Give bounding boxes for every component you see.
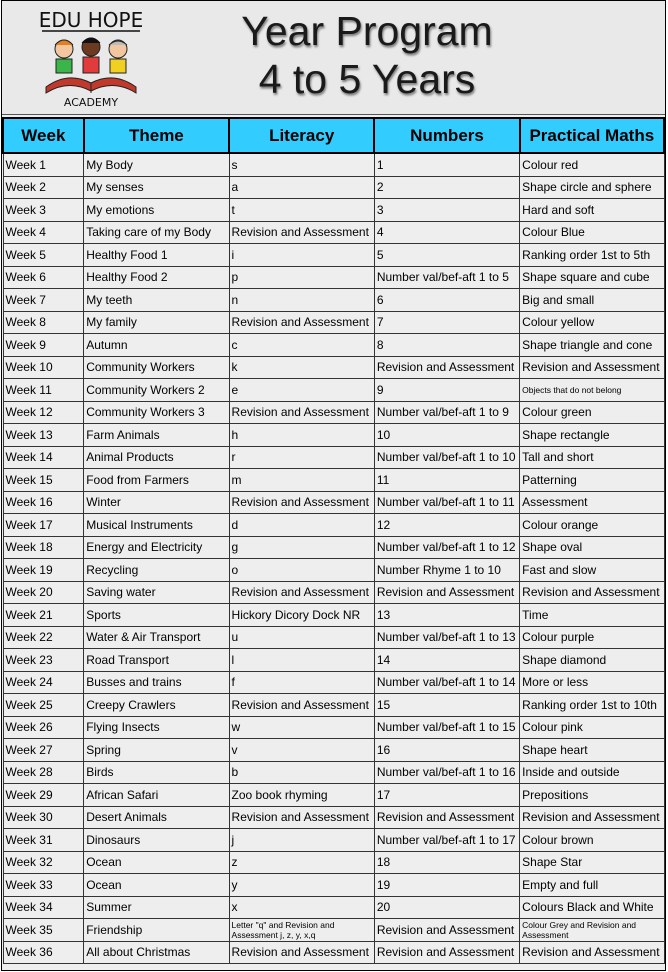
table-row — [3, 874, 664, 897]
header — [2, 1, 665, 115]
cell-literacy: g — [229, 536, 374, 559]
cell-literacy: Revision and Assessment — [229, 581, 374, 604]
cell-literacy: Hickory Dicory Dock NR — [229, 604, 374, 627]
table-row — [3, 356, 664, 379]
cell-practical-maths: Colour pink — [520, 716, 664, 739]
table-row — [3, 334, 664, 357]
cell-numbers: Number val/bef-aft 1 to 10 — [374, 446, 519, 469]
cell-theme: My senses — [84, 176, 229, 199]
cell-numbers: Number val/bef-aft 1 to 13 — [374, 626, 519, 649]
cell-literacy: l — [229, 649, 374, 672]
edu-hope-logo — [32, 5, 150, 109]
cell-literacy: b — [229, 761, 374, 784]
table-row — [3, 244, 664, 267]
cell-week: Week 5 — [3, 244, 84, 267]
cell-literacy: Letter "q" and Revision and Assessment j, z, y, x,q — [229, 919, 374, 942]
table-row — [3, 941, 664, 964]
cell-numbers: 5 — [374, 244, 519, 267]
table-row — [3, 649, 664, 672]
cell-literacy: Revision and Assessment — [229, 806, 374, 829]
cell-practical-maths: Colour red — [520, 153, 664, 176]
cell-practical-maths: Colour Grey and Revision and Assessment — [520, 919, 664, 942]
table-row — [3, 153, 664, 176]
column-header-week: Week — [3, 118, 84, 153]
table-row — [3, 266, 664, 289]
table-row — [3, 739, 664, 762]
cell-literacy: m — [229, 469, 374, 492]
cell-week: Week 20 — [3, 581, 84, 604]
cell-practical-maths: Shape heart — [520, 739, 664, 762]
cell-numbers: Revision and Assessment — [374, 941, 519, 964]
cell-numbers: Number val/bef-aft 1 to 11 — [374, 491, 519, 514]
table-row — [3, 604, 664, 627]
cell-practical-maths: Shape oval — [520, 536, 664, 559]
cell-numbers: 3 — [374, 199, 519, 222]
cell-practical-maths: Empty and full — [520, 874, 664, 897]
cell-week: Week 35 — [3, 919, 84, 942]
title-line-2: 4 to 5 Years — [258, 56, 476, 102]
cell-numbers: Number val/bef-aft 1 to 14 — [374, 671, 519, 694]
cell-numbers: 19 — [374, 874, 519, 897]
cell-numbers: 8 — [374, 334, 519, 357]
cell-practical-maths: Hard and soft — [520, 199, 664, 222]
cell-literacy: u — [229, 626, 374, 649]
cell-theme: Road Transport — [84, 649, 229, 672]
cell-week: Week 6 — [3, 266, 84, 289]
cell-theme: Community Workers 3 — [84, 401, 229, 424]
table-row — [3, 761, 664, 784]
cell-literacy: r — [229, 446, 374, 469]
cell-practical-maths: Colour brown — [520, 829, 664, 852]
table-row — [3, 536, 664, 559]
cell-theme: Ocean — [84, 874, 229, 897]
cell-theme: Water & Air Transport — [84, 626, 229, 649]
table-row — [3, 221, 664, 244]
table-row — [3, 176, 664, 199]
cell-week: Week 16 — [3, 491, 84, 514]
cell-week: Week 22 — [3, 626, 84, 649]
cell-practical-maths: Colour yellow — [520, 311, 664, 334]
cell-week: Week 27 — [3, 739, 84, 762]
table-body — [3, 153, 664, 964]
table-row — [3, 199, 664, 222]
table-row — [3, 289, 664, 312]
cell-practical-maths: Shape diamond — [520, 649, 664, 672]
table-row — [3, 469, 664, 492]
cell-theme: Autumn — [84, 334, 229, 357]
cell-theme: African Safari — [84, 784, 229, 807]
cell-theme: Community Workers 2 — [84, 379, 229, 402]
cell-theme: Healthy Food 1 — [84, 244, 229, 267]
table-row — [3, 919, 664, 942]
svg-text:EDU HOPE: EDU HOPE — [38, 8, 144, 32]
cell-theme: Recycling — [84, 559, 229, 582]
table-row — [3, 424, 664, 447]
cell-theme: My emotions — [84, 199, 229, 222]
cell-theme: Energy and Electricity — [84, 536, 229, 559]
cell-numbers: 1 — [374, 153, 519, 176]
cell-numbers: 2 — [374, 176, 519, 199]
cell-week: Week 9 — [3, 334, 84, 357]
cell-week: Week 24 — [3, 671, 84, 694]
cell-literacy: f — [229, 671, 374, 694]
cell-practical-maths: Tall and short — [520, 446, 664, 469]
cell-theme: My Body — [84, 153, 229, 176]
cell-numbers: Revision and Assessment — [374, 581, 519, 604]
page-title — [177, 7, 557, 103]
table-row — [3, 446, 664, 469]
cell-week: Week 34 — [3, 896, 84, 919]
cell-practical-maths: Shape Star — [520, 851, 664, 874]
cell-literacy: i — [229, 244, 374, 267]
table-header-row — [3, 118, 664, 153]
table-row — [3, 514, 664, 537]
cell-practical-maths: Revision and Assessment — [520, 806, 664, 829]
cell-literacy: w — [229, 716, 374, 739]
cell-literacy: o — [229, 559, 374, 582]
cell-practical-maths: Shape square and cube — [520, 266, 664, 289]
cell-week: Week 13 — [3, 424, 84, 447]
cell-practical-maths: Colour green — [520, 401, 664, 424]
table-row — [3, 379, 664, 402]
cell-week: Week 31 — [3, 829, 84, 852]
svg-text:ACADEMY: ACADEMY — [63, 96, 119, 109]
cell-theme: Community Workers — [84, 356, 229, 379]
cell-week: Week 4 — [3, 221, 84, 244]
cell-numbers: 18 — [374, 851, 519, 874]
table-row — [3, 851, 664, 874]
table-row — [3, 559, 664, 582]
column-header-practical-maths: Practical Maths — [520, 118, 664, 153]
cell-theme: Desert Animals — [84, 806, 229, 829]
column-header-theme: Theme — [84, 118, 229, 153]
cell-literacy: a — [229, 176, 374, 199]
cell-numbers: 11 — [374, 469, 519, 492]
cell-literacy: v — [229, 739, 374, 762]
cell-practical-maths: Fast and slow — [520, 559, 664, 582]
cell-literacy: Revision and Assessment — [229, 311, 374, 334]
cell-numbers: 13 — [374, 604, 519, 627]
cell-week: Week 18 — [3, 536, 84, 559]
cell-week: Week 33 — [3, 874, 84, 897]
table-row — [3, 896, 664, 919]
cell-theme: My teeth — [84, 289, 229, 312]
cell-practical-maths: Ranking order 1st to 5th — [520, 244, 664, 267]
cell-practical-maths: Objects that do not belong — [520, 379, 664, 402]
cell-theme: Busses and trains — [84, 671, 229, 694]
cell-literacy: e — [229, 379, 374, 402]
table-row — [3, 626, 664, 649]
cell-numbers: Revision and Assessment — [374, 806, 519, 829]
cell-practical-maths: Time — [520, 604, 664, 627]
cell-theme: Musical Instruments — [84, 514, 229, 537]
cell-practical-maths: Colours Black and White — [520, 896, 664, 919]
cell-week: Week 7 — [3, 289, 84, 312]
cell-practical-maths: Colour Blue — [520, 221, 664, 244]
cell-theme: Food from Farmers — [84, 469, 229, 492]
cell-numbers: Number val/bef-aft 1 to 9 — [374, 401, 519, 424]
cell-practical-maths: Revision and Assessment — [520, 581, 664, 604]
table-row — [3, 784, 664, 807]
table-row — [3, 311, 664, 334]
table-row — [3, 581, 664, 604]
cell-week: Week 36 — [3, 941, 84, 964]
cell-literacy: t — [229, 199, 374, 222]
cell-numbers: 7 — [374, 311, 519, 334]
table-row — [3, 806, 664, 829]
cell-theme: Spring — [84, 739, 229, 762]
cell-theme: Sports — [84, 604, 229, 627]
column-header-numbers: Numbers — [374, 118, 519, 153]
cell-literacy: p — [229, 266, 374, 289]
table-row — [3, 716, 664, 739]
cell-numbers: Number val/bef-aft 1 to 17 — [374, 829, 519, 852]
cell-practical-maths: Shape rectangle — [520, 424, 664, 447]
cell-literacy: z — [229, 851, 374, 874]
cell-theme: All about Christmas — [84, 941, 229, 964]
cell-week: Week 29 — [3, 784, 84, 807]
cell-week: Week 26 — [3, 716, 84, 739]
cell-week: Week 10 — [3, 356, 84, 379]
cell-theme: Summer — [84, 896, 229, 919]
cell-literacy: y — [229, 874, 374, 897]
table-row — [3, 491, 664, 514]
cell-numbers: Number Rhyme 1 to 10 — [374, 559, 519, 582]
table-row — [3, 671, 664, 694]
cell-theme: Saving water — [84, 581, 229, 604]
cell-theme: Farm Animals — [84, 424, 229, 447]
cell-theme: Winter — [84, 491, 229, 514]
cell-theme: Ocean — [84, 851, 229, 874]
cell-week: Week 12 — [3, 401, 84, 424]
cell-literacy: c — [229, 334, 374, 357]
cell-numbers: Number val/bef-aft 1 to 16 — [374, 761, 519, 784]
cell-numbers: Revision and Assessment — [374, 919, 519, 942]
cell-literacy: x — [229, 896, 374, 919]
cell-week: Week 23 — [3, 649, 84, 672]
cell-theme: Flying Insects — [84, 716, 229, 739]
cell-literacy: s — [229, 153, 374, 176]
program-table — [2, 117, 665, 964]
cell-literacy: Revision and Assessment — [229, 941, 374, 964]
cell-theme: Friendship — [84, 919, 229, 942]
cell-literacy: Revision and Assessment — [229, 221, 374, 244]
cell-practical-maths: Shape triangle and cone — [520, 334, 664, 357]
cell-practical-maths: Big and small — [520, 289, 664, 312]
cell-numbers: 14 — [374, 649, 519, 672]
cell-week: Week 19 — [3, 559, 84, 582]
cell-numbers: 16 — [374, 739, 519, 762]
cell-week: Week 1 — [3, 153, 84, 176]
title-line-1: Year Program — [241, 8, 493, 54]
cell-literacy: Revision and Assessment — [229, 694, 374, 717]
cell-week: Week 11 — [3, 379, 84, 402]
cell-practical-maths: More or less — [520, 671, 664, 694]
cell-theme: Taking care of my Body — [84, 221, 229, 244]
cell-theme: Dinosaurs — [84, 829, 229, 852]
cell-practical-maths: Inside and outside — [520, 761, 664, 784]
cell-literacy: Revision and Assessment — [229, 401, 374, 424]
cell-week: Week 32 — [3, 851, 84, 874]
cell-week: Week 17 — [3, 514, 84, 537]
cell-practical-maths: Colour orange — [520, 514, 664, 537]
cell-practical-maths: Revision and Assessment — [520, 356, 664, 379]
cell-numbers: Number val/bef-aft 1 to 15 — [374, 716, 519, 739]
cell-practical-maths: Colour purple — [520, 626, 664, 649]
cell-practical-maths: Assessment — [520, 491, 664, 514]
cell-literacy: h — [229, 424, 374, 447]
cell-week: Week 15 — [3, 469, 84, 492]
table-row — [3, 401, 664, 424]
cell-numbers: 12 — [374, 514, 519, 537]
cell-practical-maths: Ranking order 1st to 10th — [520, 694, 664, 717]
cell-numbers: Number val/bef-aft 1 to 5 — [374, 266, 519, 289]
cell-practical-maths: Shape circle and sphere — [520, 176, 664, 199]
cell-numbers: Revision and Assessment — [374, 356, 519, 379]
cell-practical-maths: Patterning — [520, 469, 664, 492]
table-row — [3, 829, 664, 852]
cell-week: Week 8 — [3, 311, 84, 334]
cell-literacy: d — [229, 514, 374, 537]
cell-numbers: 6 — [374, 289, 519, 312]
cell-literacy: k — [229, 356, 374, 379]
cell-week: Week 14 — [3, 446, 84, 469]
cell-literacy: Revision and Assessment — [229, 491, 374, 514]
cell-week: Week 30 — [3, 806, 84, 829]
cell-week: Week 25 — [3, 694, 84, 717]
cell-week: Week 21 — [3, 604, 84, 627]
cell-theme: My family — [84, 311, 229, 334]
cell-week: Week 28 — [3, 761, 84, 784]
cell-week: Week 2 — [3, 176, 84, 199]
cell-practical-maths: Revision and Assessment — [520, 941, 664, 964]
table-row — [3, 694, 664, 717]
cell-theme: Creepy Crawlers — [84, 694, 229, 717]
column-header-literacy: Literacy — [229, 118, 374, 153]
cell-theme: Healthy Food 2 — [84, 266, 229, 289]
document-page — [1, 0, 666, 971]
cell-numbers: Number val/bef-aft 1 to 12 — [374, 536, 519, 559]
cell-numbers: 17 — [374, 784, 519, 807]
cell-numbers: 15 — [374, 694, 519, 717]
cell-numbers: 4 — [374, 221, 519, 244]
cell-theme: Birds — [84, 761, 229, 784]
cell-theme: Animal Products — [84, 446, 229, 469]
cell-numbers: 9 — [374, 379, 519, 402]
cell-week: Week 3 — [3, 199, 84, 222]
cell-literacy: j — [229, 829, 374, 852]
cell-numbers: 10 — [374, 424, 519, 447]
cell-literacy: Zoo book rhyming — [229, 784, 374, 807]
cell-practical-maths: Prepositions — [520, 784, 664, 807]
cell-literacy: n — [229, 289, 374, 312]
cell-numbers: 20 — [374, 896, 519, 919]
